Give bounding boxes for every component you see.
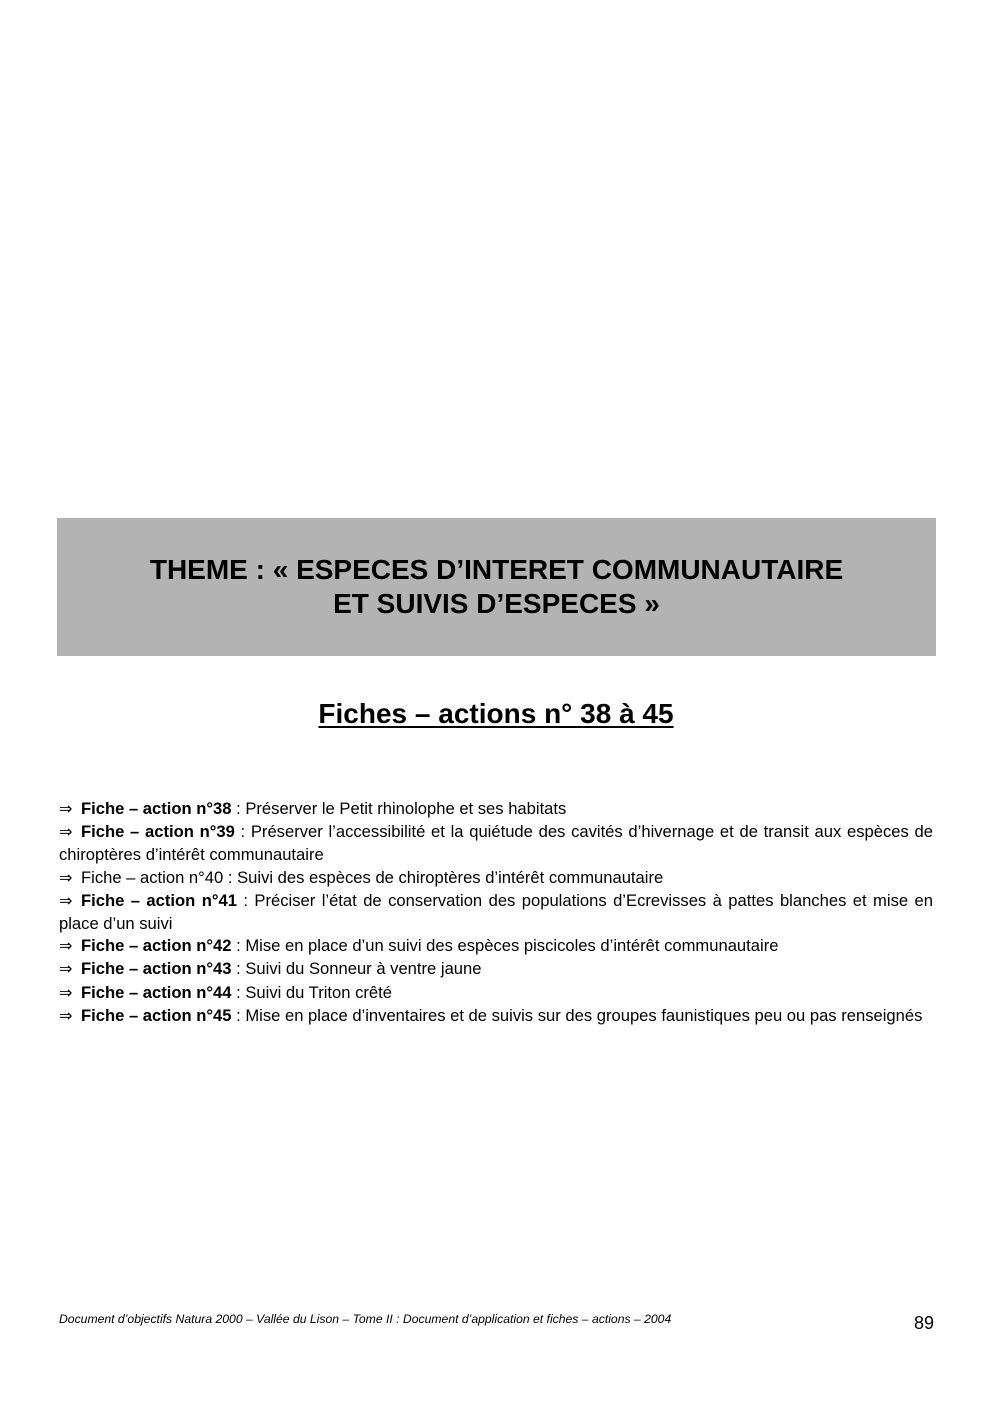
theme-title-line-2: ET SUIVIS D’ESPECES » bbox=[333, 588, 660, 619]
action-label: Fiche – action n°41 bbox=[81, 890, 237, 910]
action-label: Fiche – action n°45 bbox=[81, 1005, 232, 1025]
action-description: : Suivi du Triton crêté bbox=[231, 982, 392, 1002]
action-list bbox=[59, 798, 933, 1028]
action-label: Fiche – action n°39 bbox=[81, 822, 235, 842]
action-description: : Préserver l’accessibilité et la quiétude des cavités d’hivernage et de transit aux espèces de chiroptères d’intérêt communautaire bbox=[59, 822, 934, 865]
arrow-right-icon: ⇒ bbox=[59, 984, 73, 1002]
action-label: Fiche – action n°40 bbox=[81, 867, 224, 887]
arrow-right-icon: ⇒ bbox=[59, 824, 73, 842]
action-description: : Suivi des espèces de chiroptères d’intérêt communautaire bbox=[223, 867, 664, 887]
page-number: 89 bbox=[913, 1313, 934, 1333]
action-label: Fiche – action n°43 bbox=[81, 959, 232, 979]
list-item bbox=[59, 821, 933, 866]
arrow-right-icon: ⇒ bbox=[59, 869, 73, 887]
arrow-right-icon: ⇒ bbox=[59, 801, 73, 818]
list-item bbox=[59, 798, 933, 821]
page-footer: Document d’objectifs Natura 2000 – Vallée du Lison – Tome II : Document d’application et fiches – actions – 2004 bbox=[59, 1312, 672, 1326]
action-label: Fiche – action n°44 bbox=[81, 982, 232, 1002]
arrow-right-icon: ⇒ bbox=[59, 938, 73, 956]
list-item bbox=[59, 935, 933, 958]
action-label: Fiche – action n°38 bbox=[81, 799, 232, 818]
list-item bbox=[59, 890, 933, 935]
action-description: : Mise en place d’un suivi des espèces piscicoles d’intérêt communautaire bbox=[231, 936, 779, 956]
theme-title-line-1: THEME : « ESPECES D’INTERET COMMUNAUTAIRE bbox=[149, 554, 844, 585]
list-item bbox=[59, 867, 933, 890]
action-description: : Préserver le Petit rhinolophe et ses habitats bbox=[231, 799, 567, 818]
section-subtitle-text: Fiches – actions n° 38 à 45 bbox=[318, 698, 674, 729]
list-item bbox=[59, 958, 933, 981]
list-item bbox=[59, 1005, 933, 1028]
theme-banner bbox=[57, 518, 936, 656]
arrow-right-icon: ⇒ bbox=[59, 961, 73, 979]
arrow-right-icon: ⇒ bbox=[59, 1007, 73, 1025]
section-subtitle bbox=[0, 696, 992, 732]
action-label: Fiche – action n°42 bbox=[81, 936, 232, 956]
list-item bbox=[59, 982, 933, 1005]
action-description: : Mise en place d’inventaires et de suivis sur des groupes faunistiques peu ou pas renseignés bbox=[231, 1005, 923, 1025]
action-description: : Préciser l’état de conservation des populations d’Ecrevisses à pattes blanches et mise en place d’un suivi bbox=[59, 890, 933, 934]
action-description: : Suivi du Sonneur à ventre jaune bbox=[231, 959, 482, 979]
arrow-right-icon: ⇒ bbox=[59, 892, 73, 910]
